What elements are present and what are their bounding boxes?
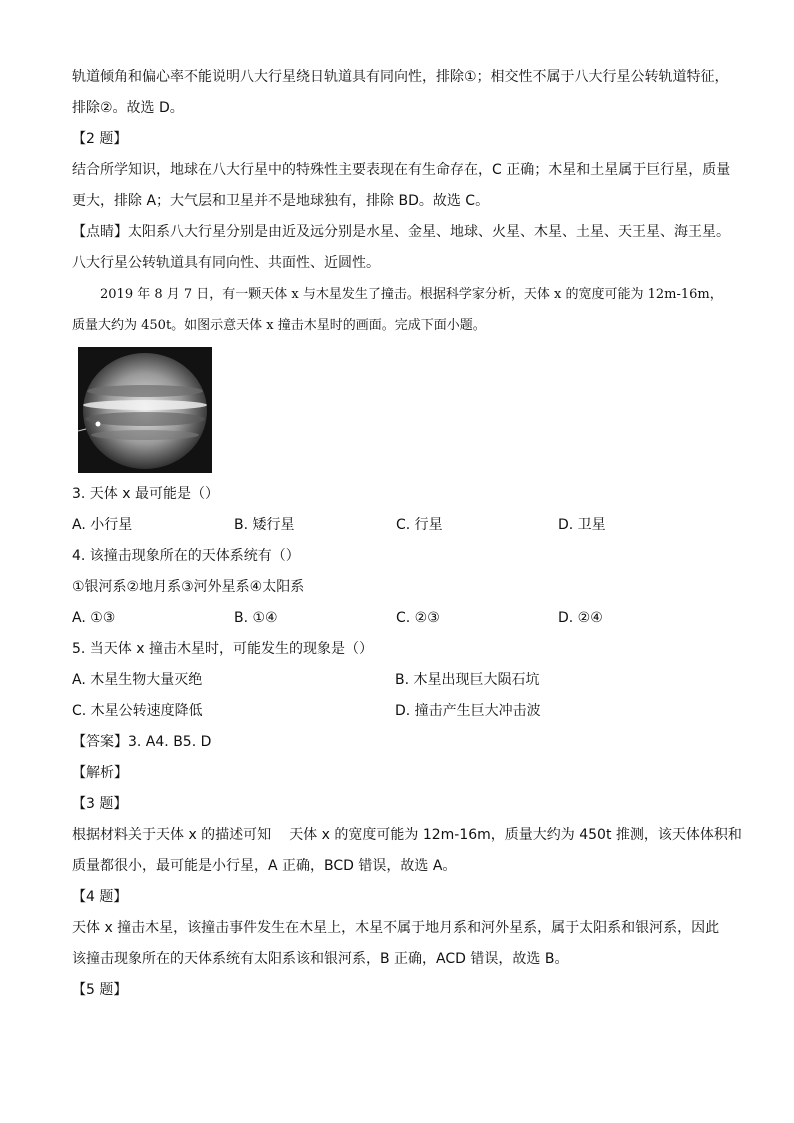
- question-5-options-row1: [72, 665, 732, 696]
- tip-line: 【点睛】太阳系八大行星分别是由近及远分别是水星、金星、地球、火星、木星、土星、天王星、海王星。: [72, 224, 730, 240]
- text-line: 质量都很小，最可能是小行星，A 正确，BCD 错误，故选 A。: [72, 858, 457, 874]
- jupiter-impact-image: [78, 347, 212, 473]
- question-3-stem: 3. 天体 x 最可能是（）: [72, 486, 219, 502]
- text-line: 排除②。故选 D。: [72, 100, 184, 116]
- text-line: 该撞击现象所在的天体系统有太阳系该和银河系，B 正确，ACD 错误，故选 B。: [72, 951, 569, 967]
- option-d: D. ②④: [558, 610, 603, 626]
- option-c: C. 行星: [396, 517, 443, 533]
- section-heading-2: 【2 题】: [72, 131, 128, 147]
- document-page: [72, 62, 742, 1006]
- section-heading-4: 【4 题】: [72, 889, 128, 905]
- question-5-stem: 5. 当天体 x 撞击木星时，可能发生的现象是（）: [72, 641, 373, 657]
- question-4-stem: 4. 该撞击现象所在的天体系统有（）: [72, 548, 300, 564]
- option-c: C. ②③: [396, 610, 440, 626]
- text-line: [72, 820, 742, 851]
- analysis-heading: 【解析】: [72, 765, 128, 781]
- option-b: B. 木星出现巨大陨石坑: [395, 672, 540, 688]
- question-4-options: [72, 603, 732, 634]
- option-b: B. 矮行星: [234, 517, 295, 533]
- text-fragment: 天体 x 的宽度可能为 12m-16m，质量大约为 450t 推测，该天体体积和: [289, 827, 742, 843]
- question-4-items: ①银河系②地月系③河外星系④太阳系: [72, 579, 305, 595]
- text-fragment: 根据材料关于天体 x 的描述可知: [72, 827, 272, 843]
- text-line: 更大，排除 A；大气层和卫星并不是地球独有，排除 BD。故选 C。: [72, 193, 490, 209]
- section-heading-3: 【3 题】: [72, 796, 128, 812]
- material-line: 质量大约为 450t。如图示意天体 x 撞击木星时的画面。完成下面小题。: [72, 318, 486, 333]
- tip-line: 八大行星公转轨道具有同向性、共面性、近圆性。: [72, 255, 380, 271]
- text-line: 轨道倾角和偏心率不能说明八大行星绕日轨道具有同向性，排除①；相交性不属于八大行星公转轨道特征，: [72, 69, 729, 85]
- option-d: D. 撞击产生巨大冲击波: [395, 703, 541, 719]
- option-a: A. ①③: [72, 610, 116, 626]
- option-a: A. 小行星: [72, 517, 133, 533]
- option-c: C. 木星公转速度降低: [72, 703, 203, 719]
- option-b: B. ①④: [234, 610, 278, 626]
- answer-line: 【答案】3. A4. B5. D: [72, 734, 212, 750]
- material-line: 2019 年 8 月 7 日，有一颗天体 x 与木星发生了撞击。根据科学家分析，天体 x 的宽度可能为 12m-16m，: [100, 287, 723, 302]
- option-a: A. 木星生物大量灭绝: [72, 672, 203, 688]
- question-3-options: [72, 510, 732, 541]
- option-d: D. 卫星: [558, 517, 606, 533]
- text-line: 结合所学知识，地球在八大行星中的特殊性主要表现在有生命存在，C 正确；木星和土星属于巨行星，质量: [72, 162, 731, 178]
- section-heading-5: 【5 题】: [72, 982, 128, 998]
- question-5-options-row2: [72, 696, 732, 727]
- text-line: 天体 x 撞击木星，该撞击事件发生在木星上，木星不属于地月系和河外星系，属于太阳系和银河系，因此: [72, 920, 720, 936]
